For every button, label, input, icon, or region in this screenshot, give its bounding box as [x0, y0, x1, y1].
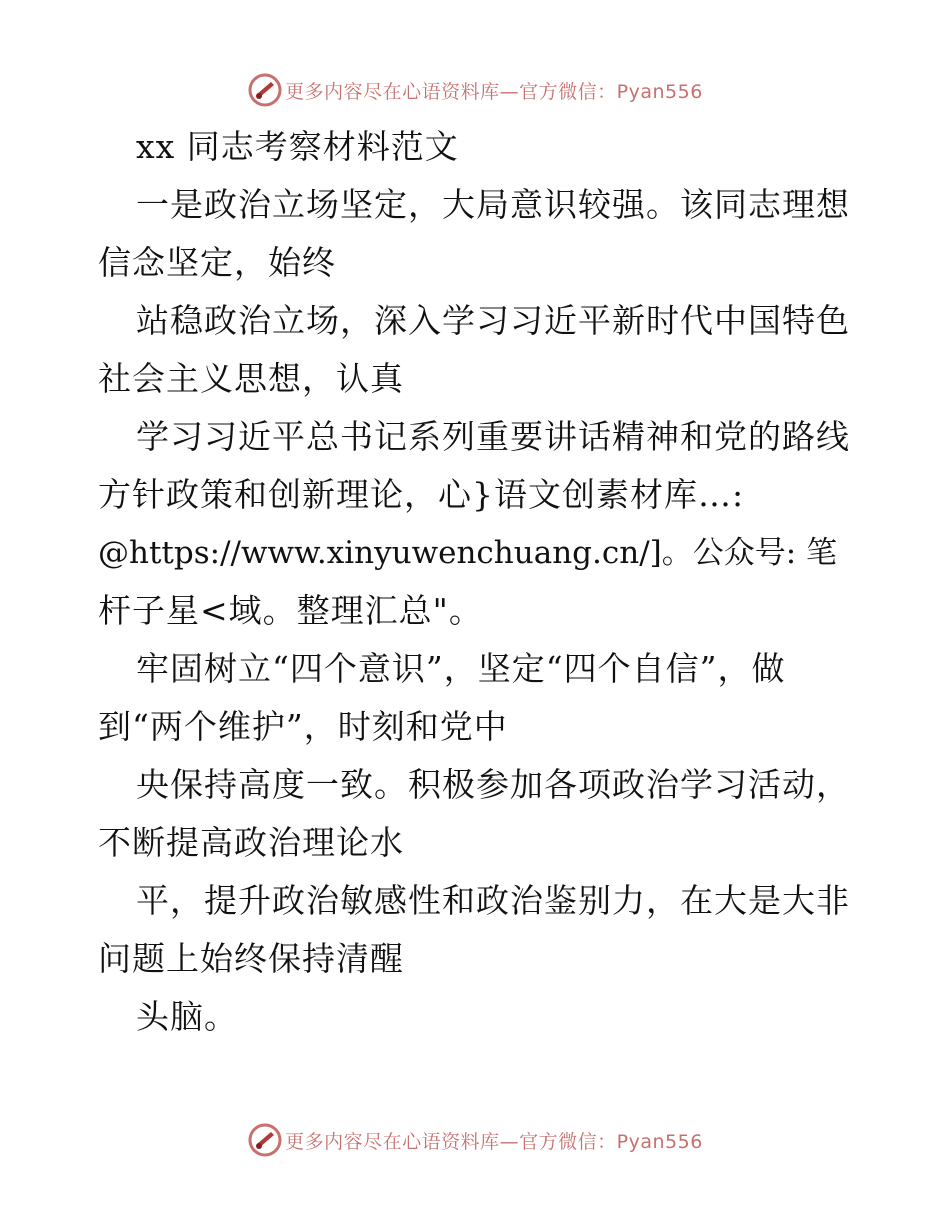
paragraph-line: 头脑。	[136, 997, 238, 1036]
paragraph-line: 牢固树立“四个意识”，坚定“四个自信”，做	[136, 649, 786, 688]
paragraph-line: 信念坚定，始终	[98, 243, 336, 282]
paragraph-line: 央保持高度一致。积极参加各项政治学习活动，	[136, 765, 850, 804]
paragraph-line: 社会主义思想，认真	[98, 359, 404, 398]
document-title: xx 同志考察材料范文	[136, 127, 459, 166]
footer-banner	[0, 1120, 950, 1160]
paragraph-line: 方针政策和创新理论，心}语文创素材库…:	[98, 475, 745, 514]
paragraph-line: 平，提升政治敏感性和政治鉴别力，在大是大非	[136, 881, 850, 920]
paragraph-line: 学习习近平总书记系列重要讲话精神和党的路线	[136, 417, 850, 456]
paragraph-line: @https://www.xinyuwenchuang.cn/]。公众号: 笔	[98, 535, 838, 571]
seal-logo-icon	[247, 72, 283, 108]
footer-banner-text: 更多内容尽在心语资料库—官方微信：Pyan556	[285, 1130, 703, 1153]
paragraph-line: 到“两个维护”，时刻和党中	[98, 707, 508, 746]
header-banner-text: 更多内容尽在心语资料库—官方微信：Pyan556	[285, 80, 703, 103]
header-banner	[0, 70, 950, 110]
paragraph-line: 杆子星<域。整理汇总"。	[98, 591, 483, 630]
document-body	[98, 118, 858, 1046]
paragraph-line: 不断提高政治理论水	[98, 823, 404, 862]
paragraph-line: 一是政治立场坚定，大局意识较强。该同志理想	[136, 185, 850, 224]
seal-logo-icon	[247, 1122, 283, 1158]
paragraph-line: 站稳政治立场，深入学习习近平新时代中国特色	[136, 301, 850, 340]
paragraph-line: 问题上始终保持清醒	[98, 939, 404, 978]
